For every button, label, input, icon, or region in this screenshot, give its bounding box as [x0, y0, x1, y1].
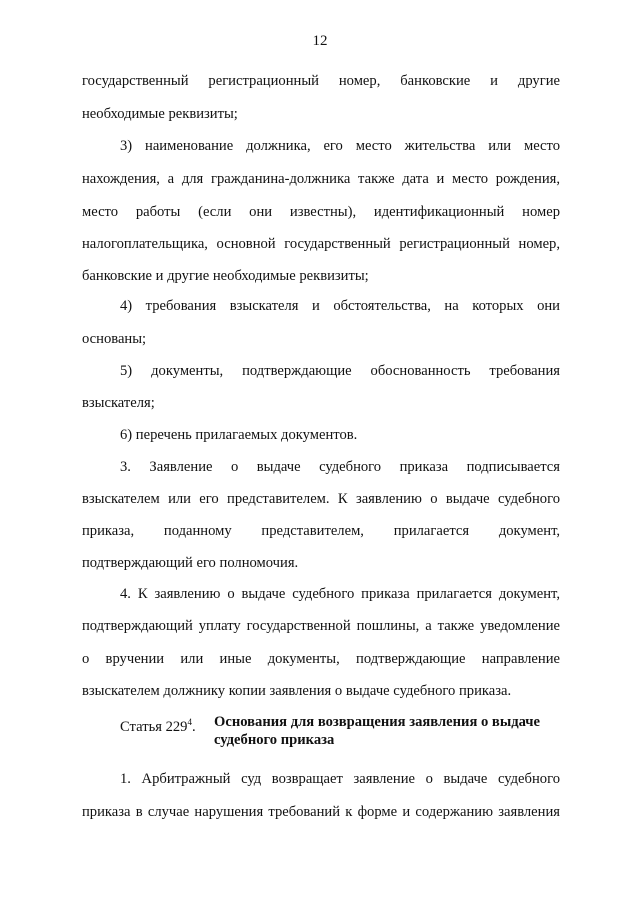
text-line: о вручении или иные документы, подтверждающие направление — [82, 651, 560, 667]
text-line: необходимые реквизиты; — [82, 106, 238, 122]
text-line: 3. Заявление о выдаче судебного приказа подписывается — [120, 459, 560, 475]
text-line: банковские и другие необходимые реквизиты; — [82, 268, 369, 284]
page-number: 12 — [312, 33, 328, 49]
text-line: взыскателем или его представителем. К заявлению о выдаче судебного — [82, 491, 560, 507]
text-line: подтверждающий его полномочия. — [82, 555, 299, 571]
text-line: подтверждающий уплату государственной пошлины, а также уведомление — [82, 618, 560, 634]
text-line: 6) перечень прилагаемых документов. — [120, 427, 358, 443]
article-title: Основания для возвращения заявления о выдаче судебного приказа — [214, 714, 541, 748]
text-line: налогоплательщика, основной государственный регистрационный номер, — [82, 236, 560, 252]
text-line: взыскателя; — [82, 395, 155, 411]
text-line: 4. К заявлению о выдаче судебного приказа прилагается документ, — [120, 586, 560, 602]
article-number: Статья $229^4$. — [120, 717, 196, 735]
text-line: нахождения, а для гражданина-должника также дата и место рождения, — [82, 171, 560, 187]
text-line: место работы (если они известны), идентификационный номер — [82, 204, 560, 220]
text-line: государственный регистрационный номер, банковские и другие — [82, 73, 560, 89]
text-line: 1. Арбитражный суд возвращает заявление о выдаче судебного — [120, 771, 560, 787]
text-line: 5) документы, подтверждающие обоснованность требования — [120, 363, 560, 379]
text-line: 4) требования взыскателя и обстоятельства, на которых они — [120, 298, 560, 314]
text-line: 3) наименование должника, его место жительства или место — [120, 138, 560, 154]
text-line: приказа в случае нарушения требований к форме и содержанию заявления — [82, 804, 560, 820]
text-line: приказа, поданному представителем, прилагается документ, — [82, 523, 560, 539]
text-line: основаны; — [82, 331, 147, 347]
text-line: взыскателем должнику копии заявления о выдаче судебного приказа. — [82, 683, 512, 699]
